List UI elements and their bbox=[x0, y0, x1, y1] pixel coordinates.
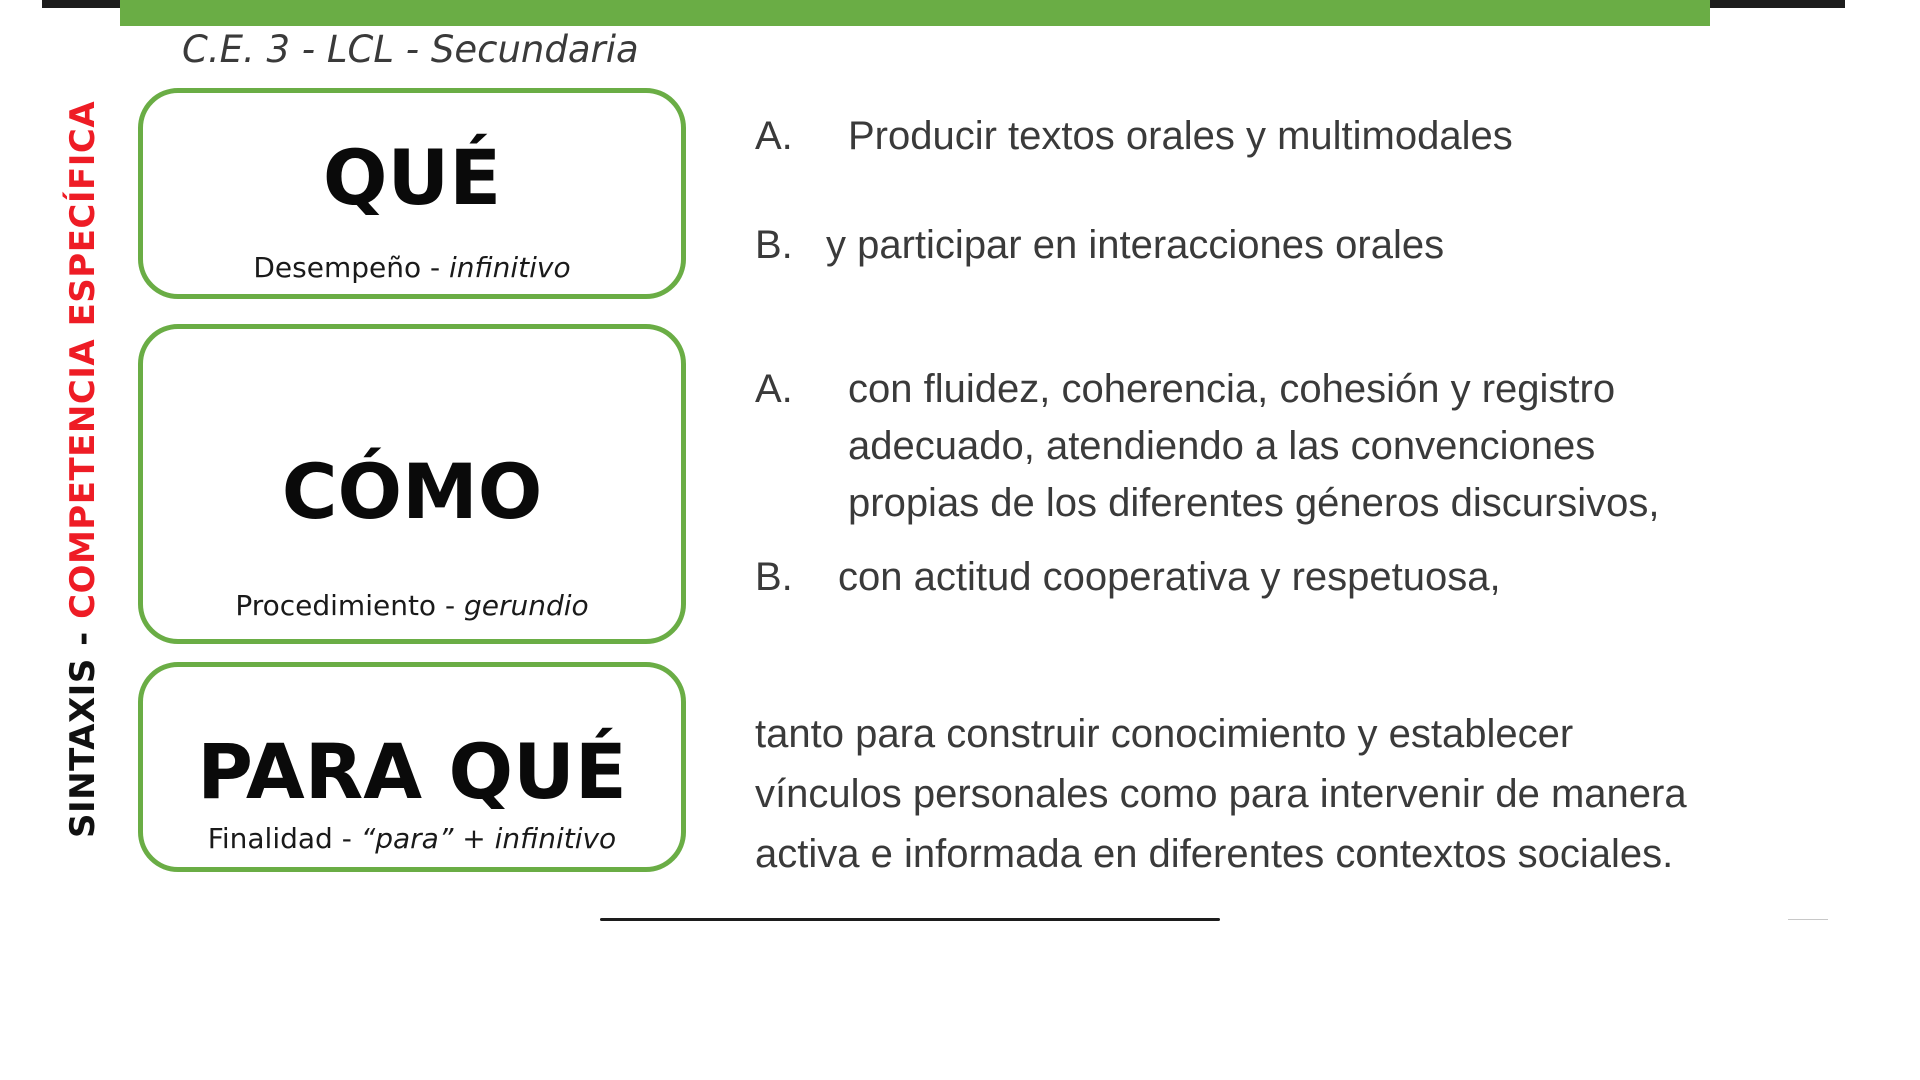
que-a-marker: A. bbox=[755, 114, 793, 158]
box-como-caption-plain: Procedimiento - bbox=[235, 589, 464, 622]
box-como-caption-italic: gerundio bbox=[463, 589, 589, 622]
box-para-que-caption-plain: Finalidad - bbox=[207, 822, 361, 855]
box-para-que-title: PARA QUÉ bbox=[197, 727, 627, 816]
side-label-syntax: SINTAXIS - bbox=[63, 618, 103, 838]
para-que-line-2: vínculos personales como para intervenir de manera bbox=[755, 772, 1687, 816]
bottom-right-tick bbox=[1788, 919, 1828, 920]
que-b-marker: B. bbox=[755, 223, 793, 267]
para-que-line-3: activa e informada en diferentes contextos sociales. bbox=[755, 832, 1674, 876]
que-b-text: y participar en interacciones orales bbox=[826, 223, 1445, 267]
box-para-que bbox=[138, 662, 686, 872]
side-label bbox=[63, 101, 103, 838]
bottom-divider-line bbox=[600, 918, 1220, 921]
box-que-title: QUÉ bbox=[322, 133, 502, 222]
como-a-marker: A. bbox=[755, 367, 793, 411]
box-como-caption bbox=[143, 589, 681, 622]
box-que-caption-plain: Desempeño - bbox=[253, 251, 450, 284]
box-que-caption bbox=[143, 251, 681, 284]
que-a-text: Producir textos orales y multimodales bbox=[848, 114, 1513, 158]
para-que-line-1: tanto para construir conocimiento y establecer bbox=[755, 712, 1574, 756]
box-que bbox=[138, 88, 686, 299]
como-b-text: con actitud cooperativa y respetuosa, bbox=[838, 555, 1501, 599]
box-para-que-caption-italic: “para” + infinitivo bbox=[360, 822, 617, 855]
como-a-line-1: con fluidez, coherencia, cohesión y registro bbox=[848, 367, 1616, 411]
box-para-que-caption bbox=[143, 822, 681, 855]
side-label-competence: COMPETENCIA ESPECÍFICA bbox=[63, 100, 103, 619]
box-como bbox=[138, 324, 686, 644]
box-como-title: CÓMO bbox=[281, 447, 543, 536]
como-b-marker: B. bbox=[755, 555, 793, 599]
top-green-bar bbox=[120, 0, 1710, 26]
document-subtitle: C.E. 3 - LCL - Secundaria bbox=[182, 28, 639, 71]
como-a-line-3: propias de los diferentes géneros discursivos, bbox=[848, 481, 1660, 525]
como-a-line-2: adecuado, atendiendo a las convenciones bbox=[848, 424, 1596, 468]
box-que-caption-italic: infinitivo bbox=[449, 251, 571, 284]
